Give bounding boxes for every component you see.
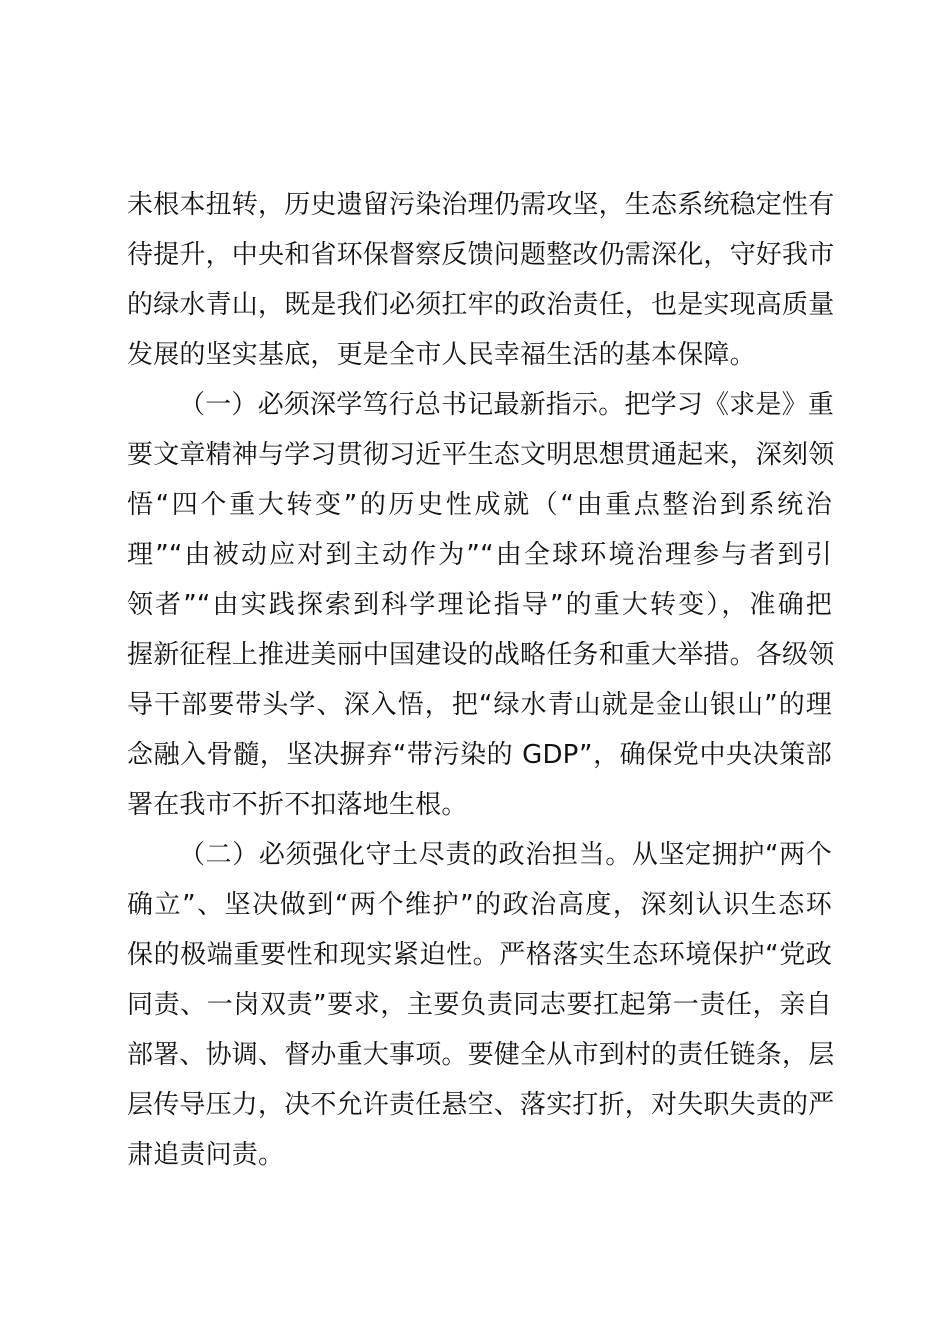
text-line: 确立”、坚决做到“两个维护”的政治高度，深刻认识生态环 <box>127 890 832 920</box>
text-line: 理”“由被动应对到主动作为”“由全球环境治理参与者到引 <box>127 540 832 570</box>
text-line: 导干部要带头学、深入悟，把“绿水青山就是金山银山”的理 <box>127 690 832 720</box>
text-line: 同责、一岗双责”要求，主要负责同志要扛起第一责任，亲自 <box>127 990 832 1020</box>
section-heading-line: （二）必须强化守土尽责的政治担当。从坚定拥护“两个 <box>179 840 832 870</box>
text-line: 保的极端重要性和现实紧迫性。严格落实生态环境保护“党政 <box>127 940 832 970</box>
text-line: 未根本扭转，历史遗留污染治理仍需攻坚，生态系统稳定性有 <box>127 190 835 220</box>
text-line: 待提升，中央和省环保督察反馈问题整改仍需深化，守好我市 <box>127 240 835 270</box>
text-line: 的绿水青山，既是我们必须扛牢的政治责任，也是实现高质量 <box>127 290 835 320</box>
document-body <box>127 180 835 1180</box>
text-line: 悟“四个重大转变”的历史性成就（“由重点整治到系统治 <box>127 490 832 520</box>
text-line: 发展的坚实基底，更是全市人民幸福生活的基本保障。 <box>127 340 756 370</box>
text-line: 层传导压力，决不允许责任悬空、落实打折，对失职失责的严 <box>127 1090 835 1120</box>
text-line: 念融入骨髓，坚决摒弃“带污染的 GDP”，确保党中央决策部 <box>127 740 832 770</box>
text-line: 部署、协调、督办重大事项。要健全从市到村的责任链条，层 <box>127 1040 835 1070</box>
text-line: 领者”“由实践探索到科学理论指导”的重大转变），准确把 <box>127 590 832 620</box>
text-line: 握新征程上推进美丽中国建设的战略任务和重大举措。各级领 <box>127 640 835 670</box>
section-heading-line: （一）必须深学笃行总书记最新指示。把学习《求是》重 <box>179 390 835 420</box>
text-line: 要文章精神与学习贯彻习近平生态文明思想贯通起来，深刻领 <box>127 440 835 470</box>
text-line: 署在我市不折不扣落地生根。 <box>127 790 468 820</box>
text-line: 肃追责问责。 <box>127 1140 285 1170</box>
